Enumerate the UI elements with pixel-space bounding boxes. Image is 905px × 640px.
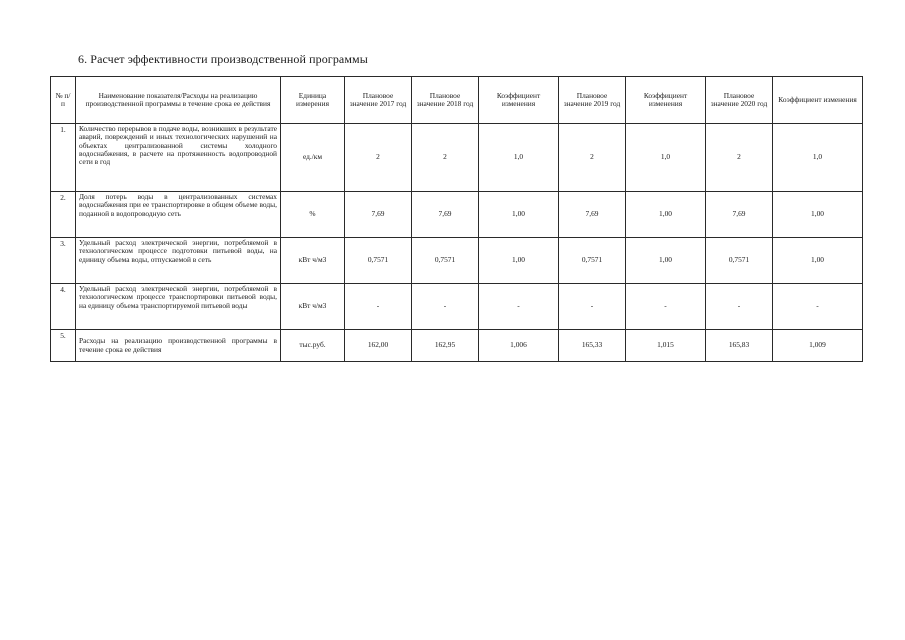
row-num: 5. bbox=[51, 330, 76, 362]
row-coef-1: 1,006 bbox=[479, 330, 559, 362]
row-plan-2017: 7,69 bbox=[345, 192, 412, 238]
row-unit: тыс.руб. bbox=[281, 330, 345, 362]
header-plan-2017: Плановое значение 2017 год bbox=[345, 77, 412, 124]
row-name: Количество перерывов в подаче воды, возникших в результате аварий, повреждений и иных технологических нарушений на объектах централизованной системы холодного водоснабжения, в расчете на протяженность водопроводной сети в год bbox=[76, 124, 281, 192]
row-coef-1: 1,00 bbox=[479, 238, 559, 284]
row-num: 4. bbox=[51, 284, 76, 330]
row-coef-1: - bbox=[479, 284, 559, 330]
table-row bbox=[51, 124, 863, 192]
row-coef-1: 1,00 bbox=[479, 192, 559, 238]
row-plan-2017: - bbox=[345, 284, 412, 330]
header-plan-2020: Плановое значение 2020 год bbox=[706, 77, 773, 124]
row-unit: % bbox=[281, 192, 345, 238]
row-coef-3: - bbox=[773, 284, 863, 330]
row-plan-2018: 0,7571 bbox=[412, 238, 479, 284]
row-plan-2018: - bbox=[412, 284, 479, 330]
row-unit: кВт ч/м3 bbox=[281, 284, 345, 330]
header-coef-2: Коэффициент изменения bbox=[626, 77, 706, 124]
header-plan-2019: Плановое значение 2019 год bbox=[559, 77, 626, 124]
row-coef-1: 1,0 bbox=[479, 124, 559, 192]
table-row bbox=[51, 330, 863, 362]
header-coef-3: Коэффициент изменения bbox=[773, 77, 863, 124]
row-coef-2: 1,00 bbox=[626, 238, 706, 284]
row-name: Удельный расход электрической энергии, потребляемой в технологическом процессе подготовки питьевой воды, на единицу объема воды, отпускаемой в сеть bbox=[76, 238, 281, 284]
header-coef-1: Коэффициент изменения bbox=[479, 77, 559, 124]
row-coef-2: 1,0 bbox=[626, 124, 706, 192]
page-title: 6. Расчет эффективности производственной программы bbox=[78, 52, 368, 66]
row-plan-2019: 165,33 bbox=[559, 330, 626, 362]
row-plan-2019: 0,7571 bbox=[559, 238, 626, 284]
row-plan-2017: 0,7571 bbox=[345, 238, 412, 284]
row-plan-2017: 162,00 bbox=[345, 330, 412, 362]
row-num: 3. bbox=[51, 238, 76, 284]
row-name: Доля потерь воды в централизованных системах водоснабжения при ее транспортировке в общем объеме воды, поданной в водопроводную сеть bbox=[76, 192, 281, 238]
row-num: 2. bbox=[51, 192, 76, 238]
row-coef-3: 1,00 bbox=[773, 192, 863, 238]
row-plan-2019: 7,69 bbox=[559, 192, 626, 238]
header-unit: Единица измерения bbox=[281, 77, 345, 124]
row-coef-2: - bbox=[626, 284, 706, 330]
row-coef-3: 1,00 bbox=[773, 238, 863, 284]
row-plan-2020: 7,69 bbox=[706, 192, 773, 238]
row-coef-2: 1,015 bbox=[626, 330, 706, 362]
header-num: № п/п bbox=[51, 77, 76, 124]
header-name: Наименование показателя/Расходы на реализацию производственной программы в течение срока ее действия bbox=[76, 77, 281, 124]
table-row bbox=[51, 284, 863, 330]
row-coef-2: 1,00 bbox=[626, 192, 706, 238]
table-row bbox=[51, 238, 863, 284]
row-coef-3: 1,0 bbox=[773, 124, 863, 192]
row-plan-2019: 2 bbox=[559, 124, 626, 192]
table-row bbox=[51, 192, 863, 238]
row-num: 1. bbox=[51, 124, 76, 192]
row-plan-2020: - bbox=[706, 284, 773, 330]
row-plan-2017: 2 bbox=[345, 124, 412, 192]
row-unit: кВт ч/м3 bbox=[281, 238, 345, 284]
row-plan-2018: 162,95 bbox=[412, 330, 479, 362]
row-plan-2019: - bbox=[559, 284, 626, 330]
efficiency-table bbox=[50, 76, 863, 362]
row-plan-2020: 2 bbox=[706, 124, 773, 192]
row-plan-2020: 0,7571 bbox=[706, 238, 773, 284]
row-unit: ед./км bbox=[281, 124, 345, 192]
header-plan-2018: Плановое значение 2018 год bbox=[412, 77, 479, 124]
row-plan-2018: 7,69 bbox=[412, 192, 479, 238]
table-header-row bbox=[51, 77, 863, 124]
row-plan-2020: 165,83 bbox=[706, 330, 773, 362]
row-name: Расходы на реализацию производственной программы в течение срока ее действия bbox=[76, 330, 281, 362]
row-name: Удельный расход электрической энергии, потребляемой в технологическом процессе транспортировки питьевой воды, на единицу объема транспортируемой питьевой воды bbox=[76, 284, 281, 330]
row-plan-2018: 2 bbox=[412, 124, 479, 192]
row-coef-3: 1,009 bbox=[773, 330, 863, 362]
